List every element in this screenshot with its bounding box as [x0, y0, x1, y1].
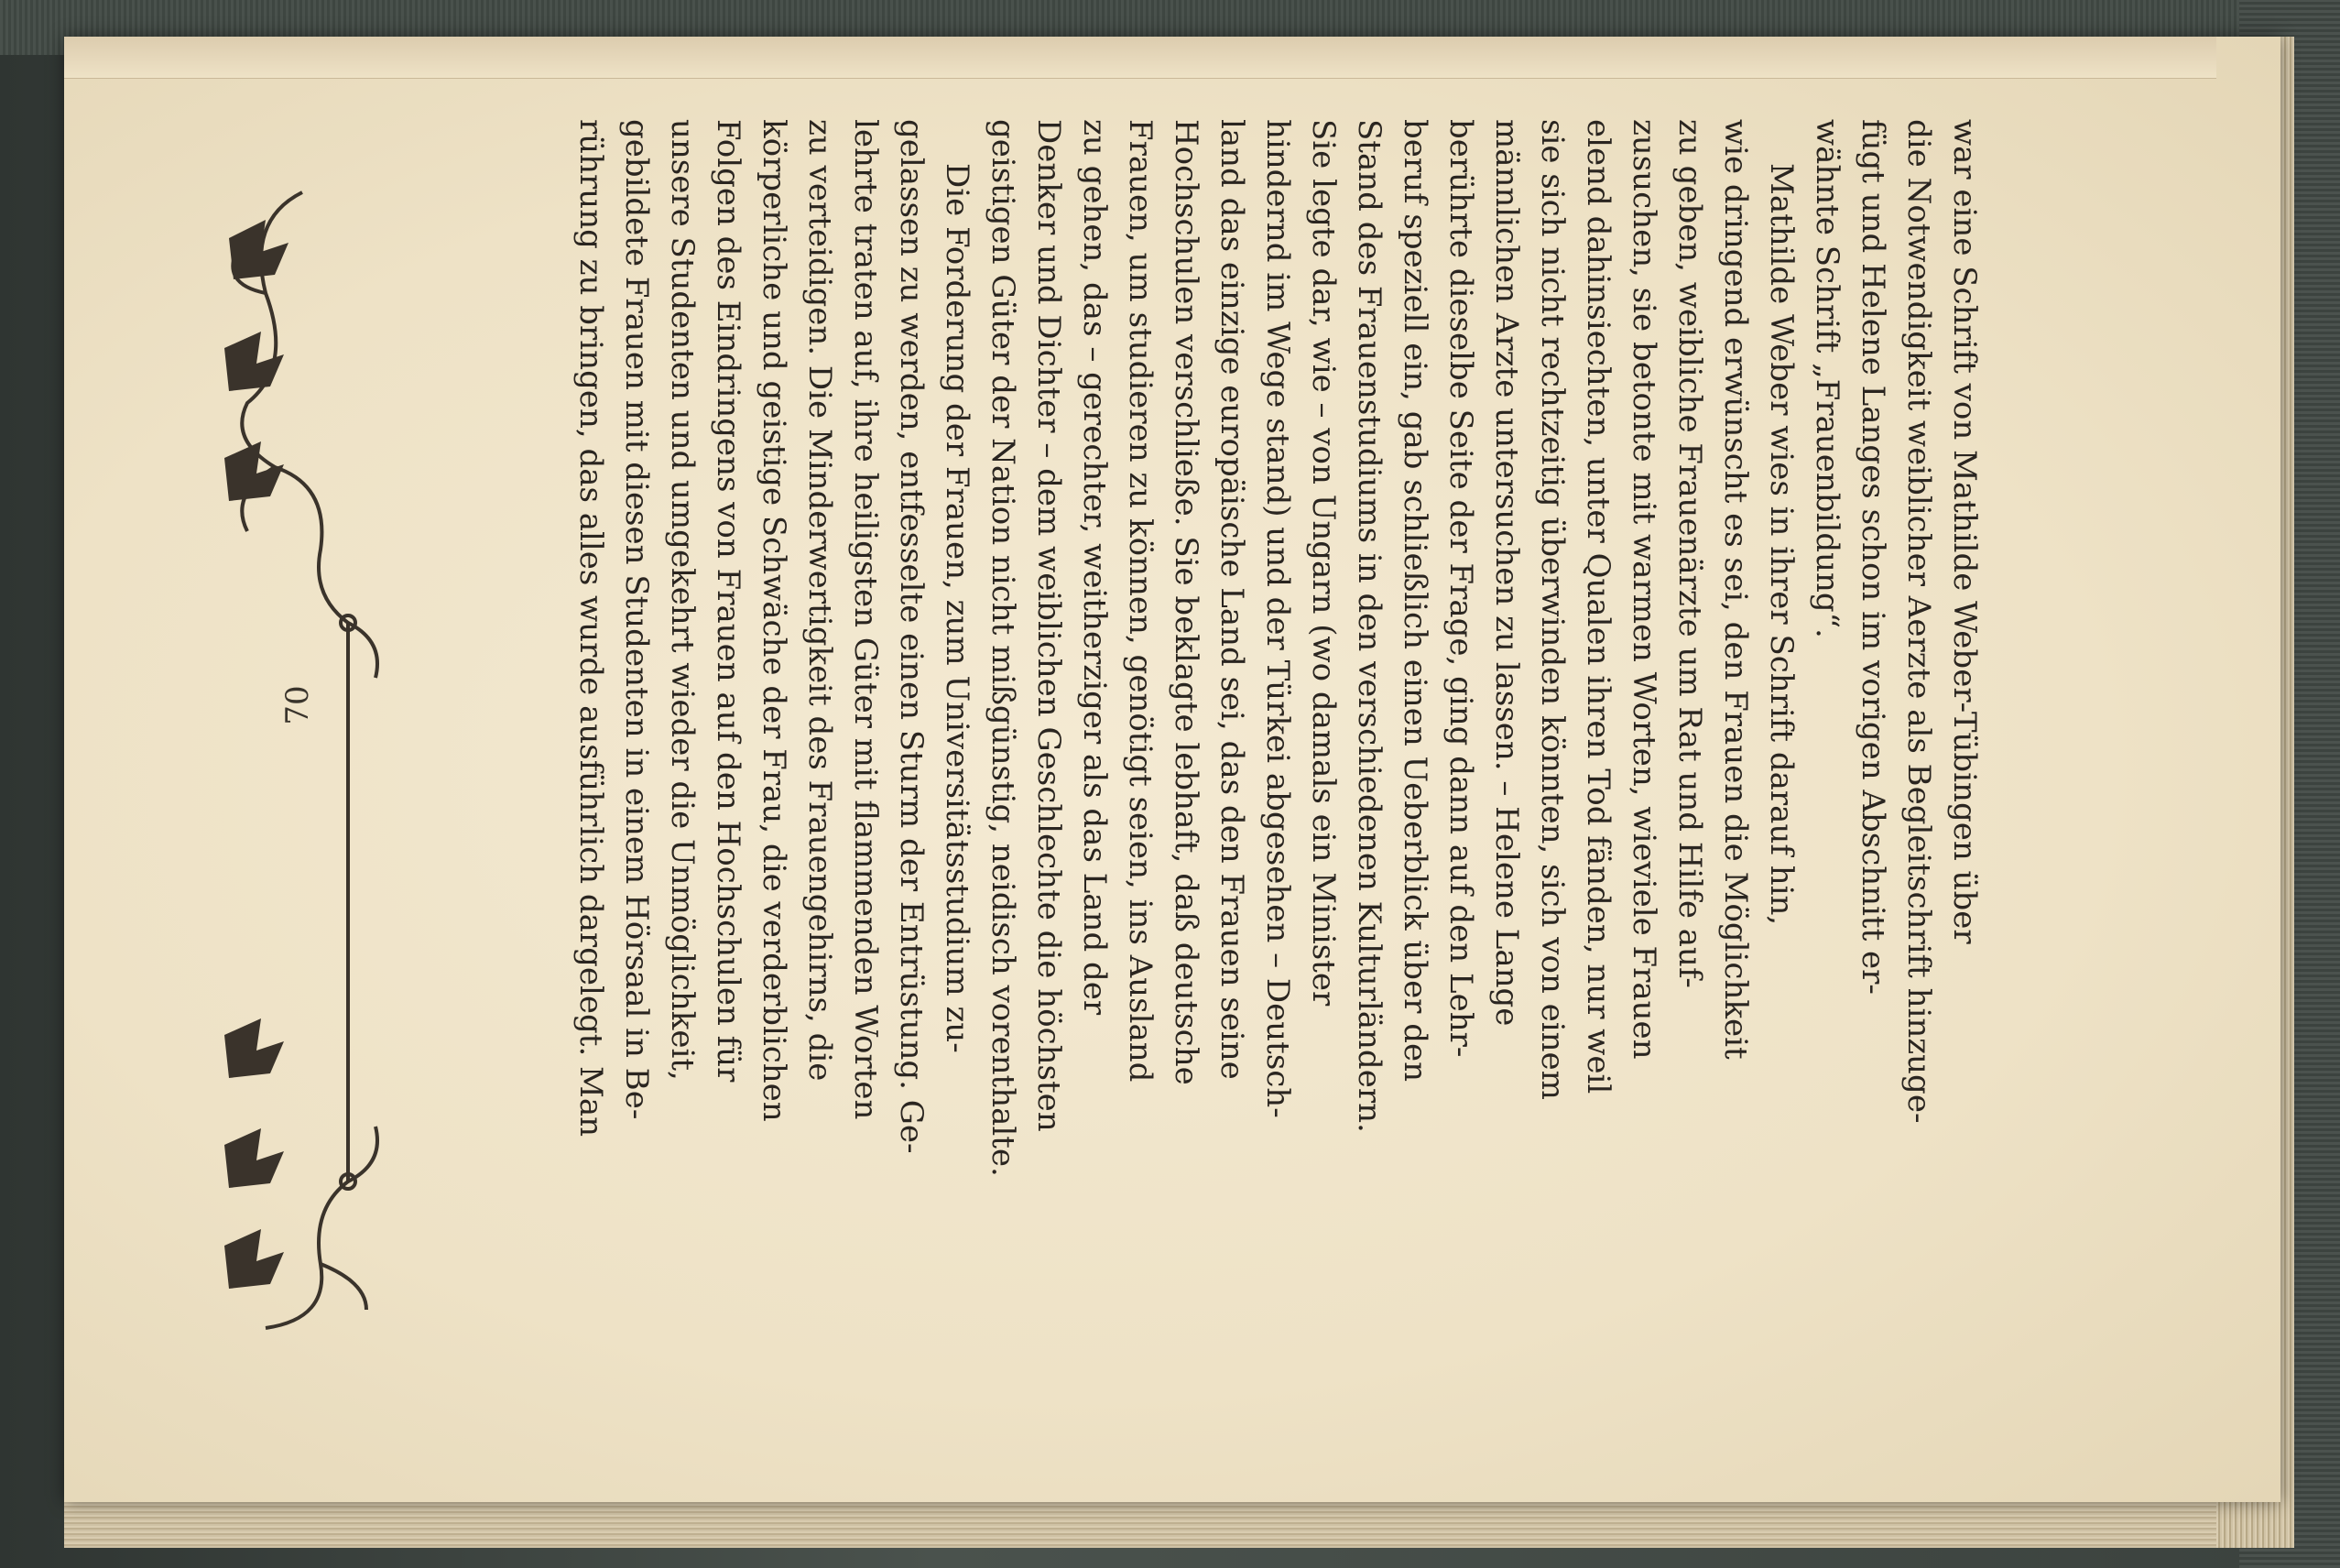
text-line: wie dringend erwünscht es sei, den Frauen die Möglichkeit — [1717, 119, 1754, 1060]
facing-page-edge — [64, 37, 2216, 79]
text-line: sie sich nicht rechtzeitig überwinden könnten, sich von einem — [1534, 119, 1571, 1100]
text-line: fügt und Helene Langes schon im vorigen Abschnitt er- — [1855, 119, 1891, 995]
text-line: zusuchen, sie betonte mit warmen Worten, wieviele Frauen — [1626, 119, 1662, 1060]
text-line: Stand des Frauenstudiums in den verschiedenen Kulturländern. — [1351, 119, 1388, 1133]
text-line: geistigen Güter der Nation nicht mißgünstig, neidisch vorenthalte. — [985, 119, 1021, 1177]
text-line: rührung zu bringen, das alles wurde ausführlich dargelegt. Man — [572, 119, 609, 1138]
text-line: hindernd im Wege stand) und der Türkei abgesehen – Deutsch- — [1259, 119, 1296, 1118]
text-line: elend dahinsiechten, unter Qualen ihren Tod fänden, nur weil — [1580, 119, 1616, 1094]
text-line: Folgen des Eindringens von Frauen auf den Hochschulen für — [710, 119, 746, 1083]
text-line: beruf speziell ein, gab schließlich einen Ueberblick über den — [1397, 119, 1433, 1083]
text-line: Mathilde Weber wies in ihrer Schrift darauf hin, — [1763, 163, 1800, 926]
text-line: körperliche und geistige Schwäche der Frau, die verderblichen — [756, 119, 792, 1122]
text-line: gelassen zu werden, entfesselte einen Sturm der Entrüstung. Ge- — [893, 119, 930, 1154]
text-line: berührte dieselbe Seite der Frage, ging dann auf den Lehr- — [1442, 119, 1479, 1058]
text-line: war eine Schrift von Mathilde Weber-Tübingen über — [1946, 119, 1983, 944]
ivy-ornament-icon — [211, 165, 421, 1356]
page-content — [211, 119, 2042, 1410]
text-line: Frauen, um studieren zu können, genötigt seien, ins Ausland — [1122, 119, 1159, 1083]
text-line: zu gehen, das – gerechter, weitherziger als das Land der — [1076, 119, 1113, 1016]
text-line: unsere Studenten und umgekehrt wieder die Unmöglichkeit, — [664, 119, 701, 1081]
text-line: Denker und Dichter – dem weiblichen Geschlechte die höchsten — [1030, 119, 1067, 1132]
text-line: die Notwendigkeit weiblicher Aerzte als Begleitschrift hinzuge- — [1900, 119, 1937, 1124]
text-line: lehrte traten auf, ihre heiligsten Güter mit flammenden Worten — [847, 119, 884, 1120]
text-line: zu geben, weibliche Frauenärzte um Rat und Hilfe auf- — [1671, 119, 1708, 988]
page-number: 70 — [279, 685, 316, 725]
text-line: gebildete Frauen mit diesen Studenten in einem Hörsaal in Be- — [618, 119, 655, 1120]
text-line: zu verteidigen. Die Minderwertigkeit des Frauengehirns, die — [801, 119, 838, 1082]
text-line: männlichen Arzte untersuchen zu lassen. – Helene Lange — [1488, 119, 1525, 1027]
body-text — [572, 119, 1987, 1301]
text-line: Die Forderung der Frauen, zum Universitätsstudium zu- — [939, 163, 975, 1053]
text-line: Hochschulen verschließe. Sie beklagte lebhaft, daß deutsche — [1168, 119, 1204, 1085]
text-line: land das einzige europäische Land sei, das den Frauen seine — [1214, 119, 1250, 1080]
text-line: wähnte Schrift „Frauenbildung“. — [1809, 119, 1845, 638]
text-line: Sie legte dar, wie – von Ungarn (wo damals ein Minister — [1305, 119, 1342, 1007]
